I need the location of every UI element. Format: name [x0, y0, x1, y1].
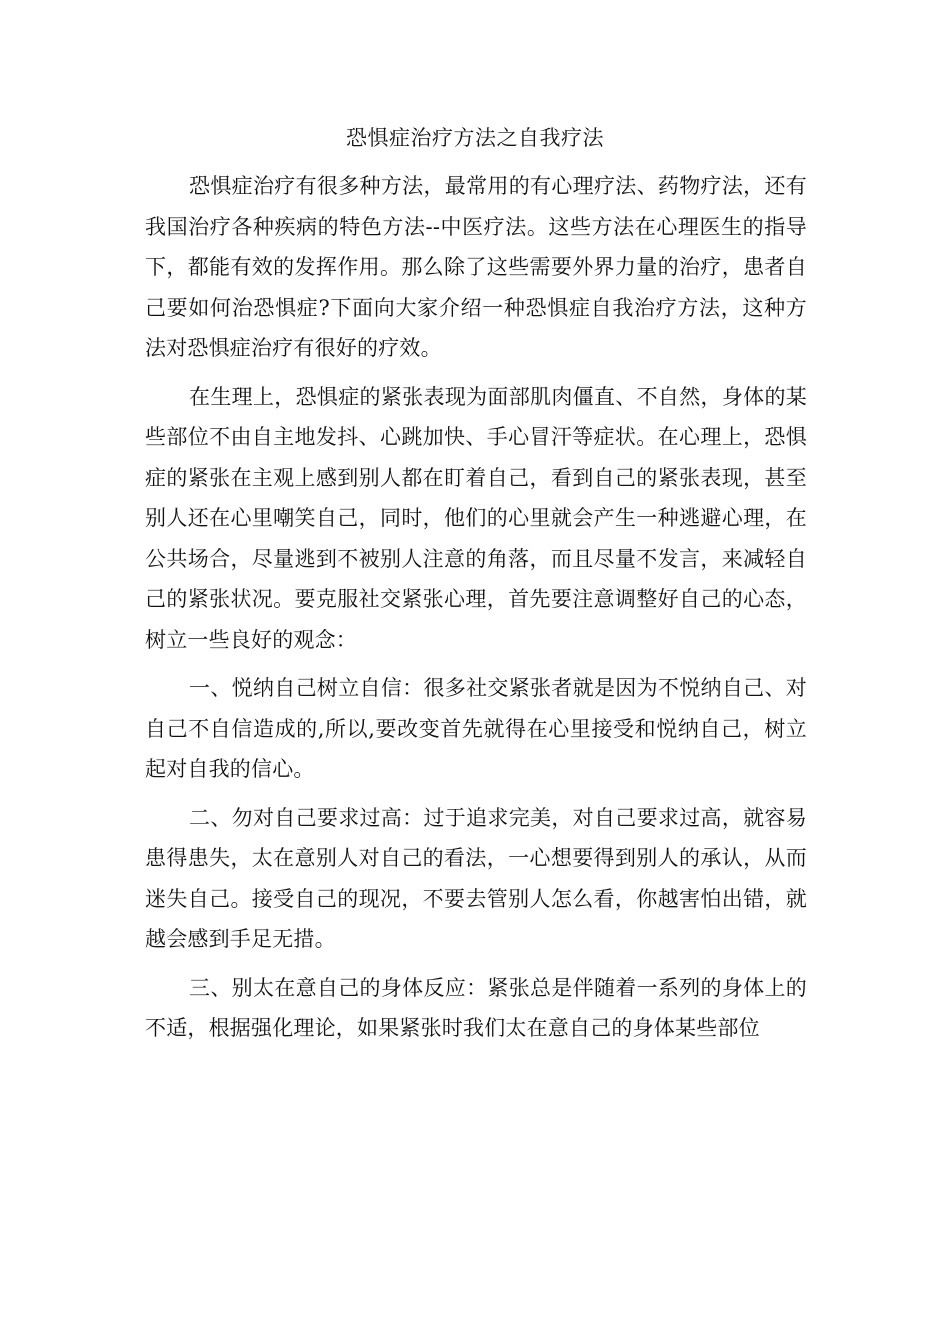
- document-title: 恐惧症治疗方法之自我疗法: [346, 126, 604, 150]
- paragraph-intro: 恐惧症治疗有很多种方法，最常用的有心理疗法、药物疗法，还有我国治疗各种疾病的特色方法--中医疗法。这些方法在心理医生的指导下，都能有效的发挥作用。那么除了这些需要外界力量的治疗，患者自己要如何治恐惧症?下面向大家介绍一种恐惧症自我治疗方法，这种方法对恐惧症治疗有很好的疗效。: [145, 174, 807, 360]
- paragraph-point-3: 三、别太在意自己的身体反应：紧张总是伴随着一系列的身体上的不适，根据强化理论，如果紧张时我们太在意自己的身体某些部位: [145, 975, 807, 1040]
- paragraph-point-2: 二、勿对自己要求过高：过于追求完美，对自己要求过高，就容易患得患失，太在意别人对自己的看法，一心想要得到别人的承认，从而迷失自己。接受自己的现况，不要去管别人怎么看，你越害怕出错，就越会感到手足无措。: [145, 805, 807, 951]
- paragraph-symptoms: 在生理上，恐惧症的紧张表现为面部肌肉僵直、不自然，身体的某些部位不由自主地发抖、心跳加快、手心冒汗等症状。在心理上，恐惧症的紧张在主观上感到别人都在盯着自己，看到自己的紧张表现，甚至别人还在心里嘲笑自己，同时，他们的心里就会产生一种逃避心理，在公共场合，尽量逃到不被别人注意的角落，而且尽量不发言，来减轻自己的紧张状况。要克服社交紧张心理，首先要注意调整好自己的心态，树立一些良好的观念：: [145, 384, 807, 652]
- document-body: [145, 166, 807, 1057]
- paragraph-point-1: 一、悦纳自己树立自信：很多社交紧张者就是因为不悦纳自己、对自己不自信造成的,所以,要改变首先就得在心里接受和悦纳自己，树立起对自我的信心。: [145, 676, 807, 781]
